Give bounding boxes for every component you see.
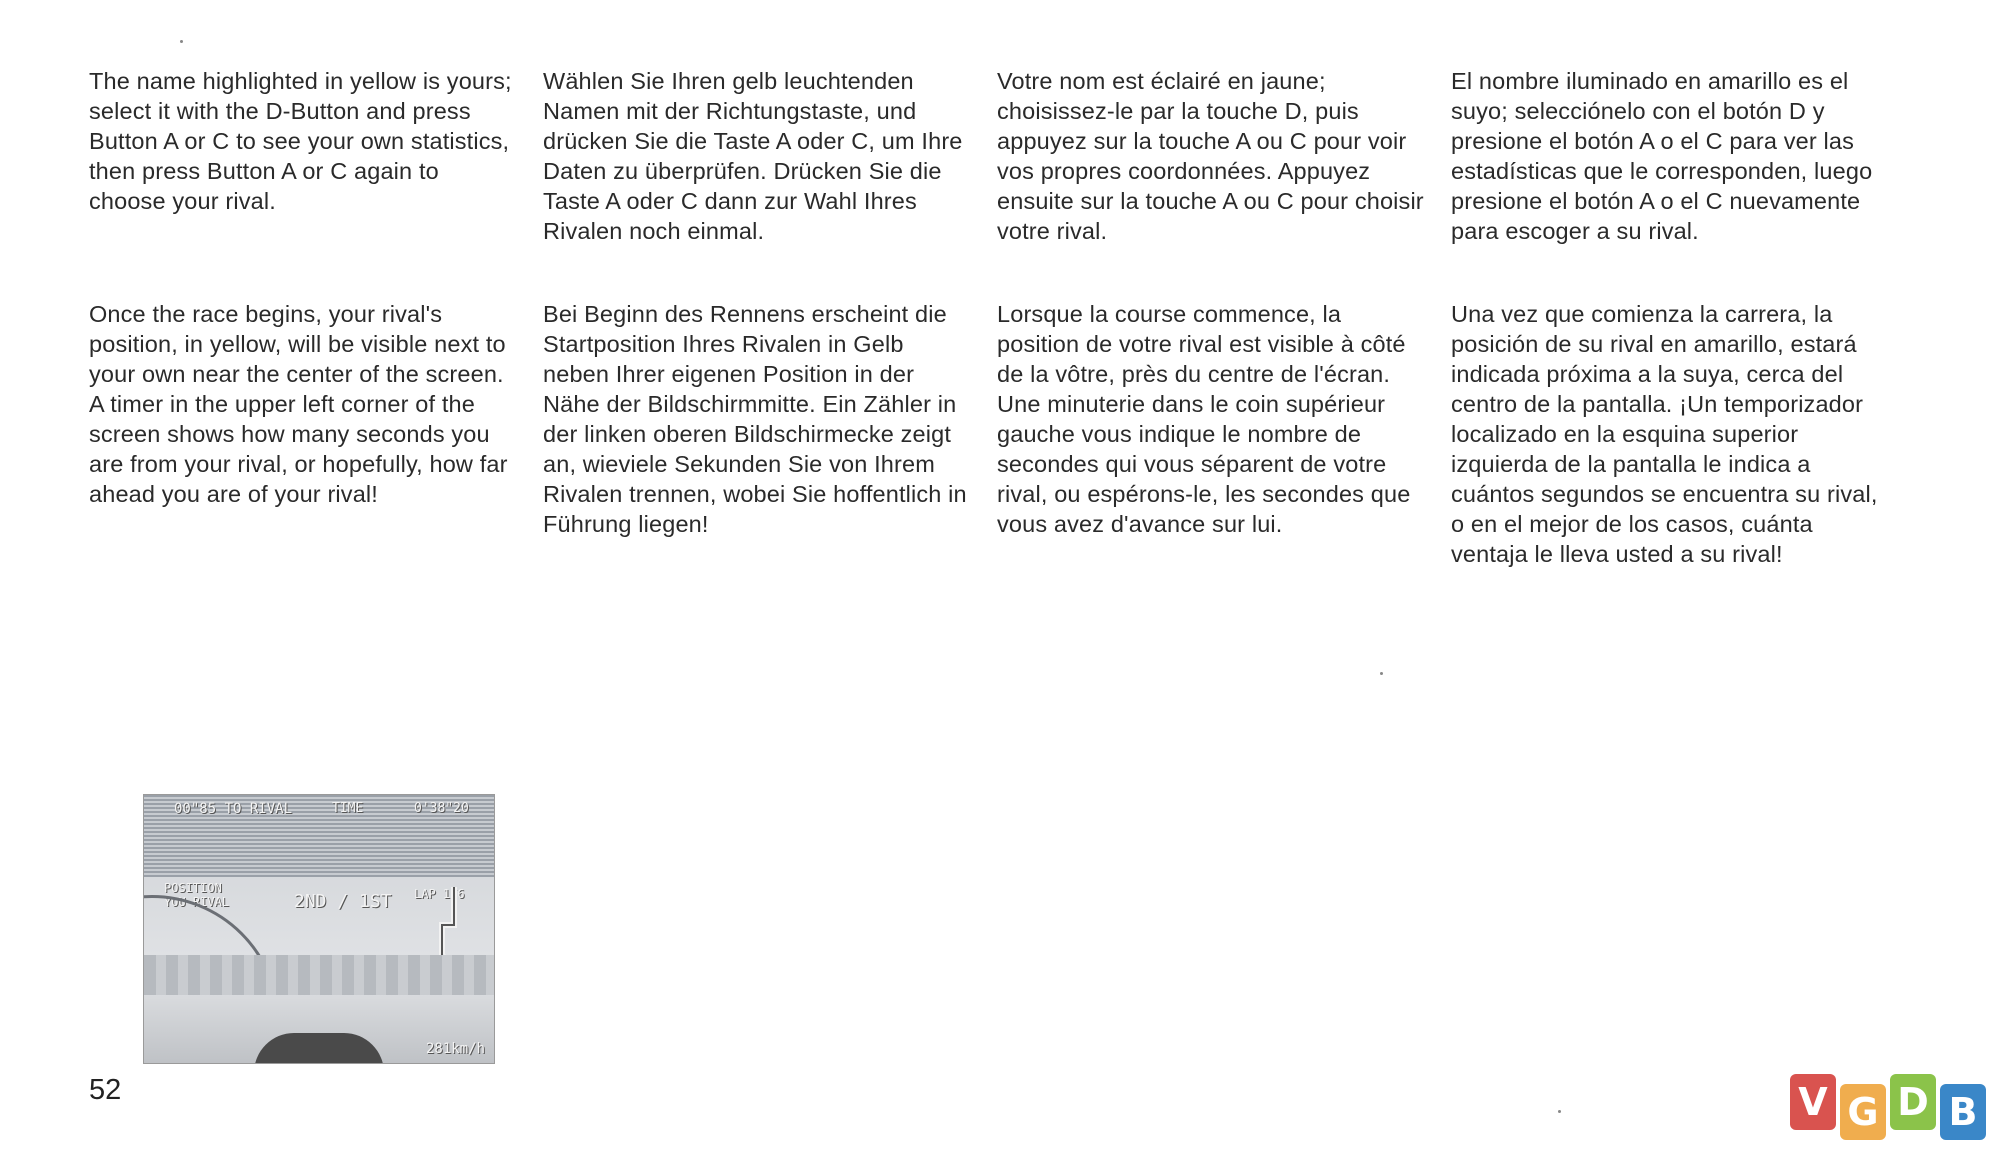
time-value: 0'38"20 bbox=[414, 801, 469, 816]
paragraph-race-begins-fr: Lorsque la course commence, la position de votre rival est visible à côté de la vôtre, près du centre de l'écran. Une minuterie dans le coin supérieur gauche vous indique le nombre de secondes qui vous séparent de votre rival, ou espérons-le, les secondes que vous avez d'avance sur lui. bbox=[997, 301, 1411, 537]
paragraph-select-rival-en: The name highlighted in yellow is yours; select it with the D-Button and press Button A or C to see your own statistics, then press Button A or C again to choose your rival. bbox=[89, 68, 512, 214]
column-spanish bbox=[1451, 66, 1881, 567]
watermark-tile-d: D bbox=[1890, 1074, 1936, 1130]
print-speck bbox=[1558, 1110, 1561, 1113]
paragraph-race-begins-es: Una vez que comienza la carrera, la posición de su rival en amarillo, estará indicada próxima a la suya, cerca del centro de la pantalla. ¡Un temporizador localizado en la esquina superior izquierda de la pantalla le indica a cuántos segundos se encuentra su rival, o en el mejor de los casos, cuánta ventaja le lleva usted a su rival! bbox=[1451, 301, 1878, 567]
rival-label: YOU RIVAL bbox=[164, 895, 230, 909]
paragraph-select-rival-de: Wählen Sie Ihren gelb leuchtenden Namen mit der Richtungstaste, und drücken Sie die Taste A oder C, um Ihre Daten zu überprüfen. Drücken Sie die Taste A oder C dann zur Wahl Ihres Rivalen noch einmal. bbox=[543, 68, 963, 244]
speed-readout: 281km/h bbox=[426, 1041, 486, 1057]
watermark-tile-b: B bbox=[1940, 1084, 1986, 1140]
page-number: 52 bbox=[89, 1074, 122, 1106]
paragraph-select-rival-fr: Votre nom est éclairé en jaune; choisissez-le par la touche D, puis appuyez sur la touche A ou C pour voir vos propres coordonnées. Appuyez ensuite sur la touche A ou C pour choisir votre rival. bbox=[997, 68, 1424, 244]
paragraph-race-begins-de: Bei Beginn des Rennens erscheint die Startposition Ihres Rivalen in Gelb neben Ihrer eigenen Position in der Nähe der Bildschirmmitte. Ein Zähler in der linken oberen Bildschirmecke zeigt an, wieviele Sekunden Sie von Ihrem Rivalen trennen, wobei Sie hoffentlich in Führung liegen! bbox=[543, 301, 967, 537]
time-label: TIME bbox=[332, 801, 364, 816]
position-label: POSITION bbox=[164, 881, 222, 895]
game-screenshot bbox=[143, 794, 495, 1064]
city-skyline bbox=[144, 955, 494, 995]
paragraph-select-rival-es: El nombre iluminado en amarillo es el suyo; selecciónelo con el botón D y presione el botón A o el C para ver las estadísticas que le corresponden, luego presione el botón A o el C nuevamente para escoger a su rival. bbox=[1451, 68, 1873, 244]
paragraph-race-begins-en: Once the race begins, your rival's position, in yellow, will be visible next to your own near the center of the screen. A timer in the upper left corner of the screen shows how many seconds you are from your rival, or hopefully, how far ahead you are of your rival! bbox=[89, 301, 508, 507]
print-speck bbox=[1380, 672, 1383, 675]
lap-counter: LAP 1/6 bbox=[414, 887, 465, 901]
rival-timer: 00"85 TO RIVAL bbox=[174, 801, 293, 817]
column-german bbox=[543, 66, 973, 537]
column-english bbox=[89, 66, 519, 507]
vgdb-watermark-logo bbox=[1790, 1074, 1990, 1140]
watermark-tile-v: V bbox=[1790, 1074, 1836, 1130]
watermark-tile-g: G bbox=[1840, 1084, 1886, 1140]
column-french bbox=[997, 66, 1427, 537]
print-speck bbox=[180, 40, 183, 43]
position-readout: 2ND / 1ST bbox=[294, 891, 392, 912]
